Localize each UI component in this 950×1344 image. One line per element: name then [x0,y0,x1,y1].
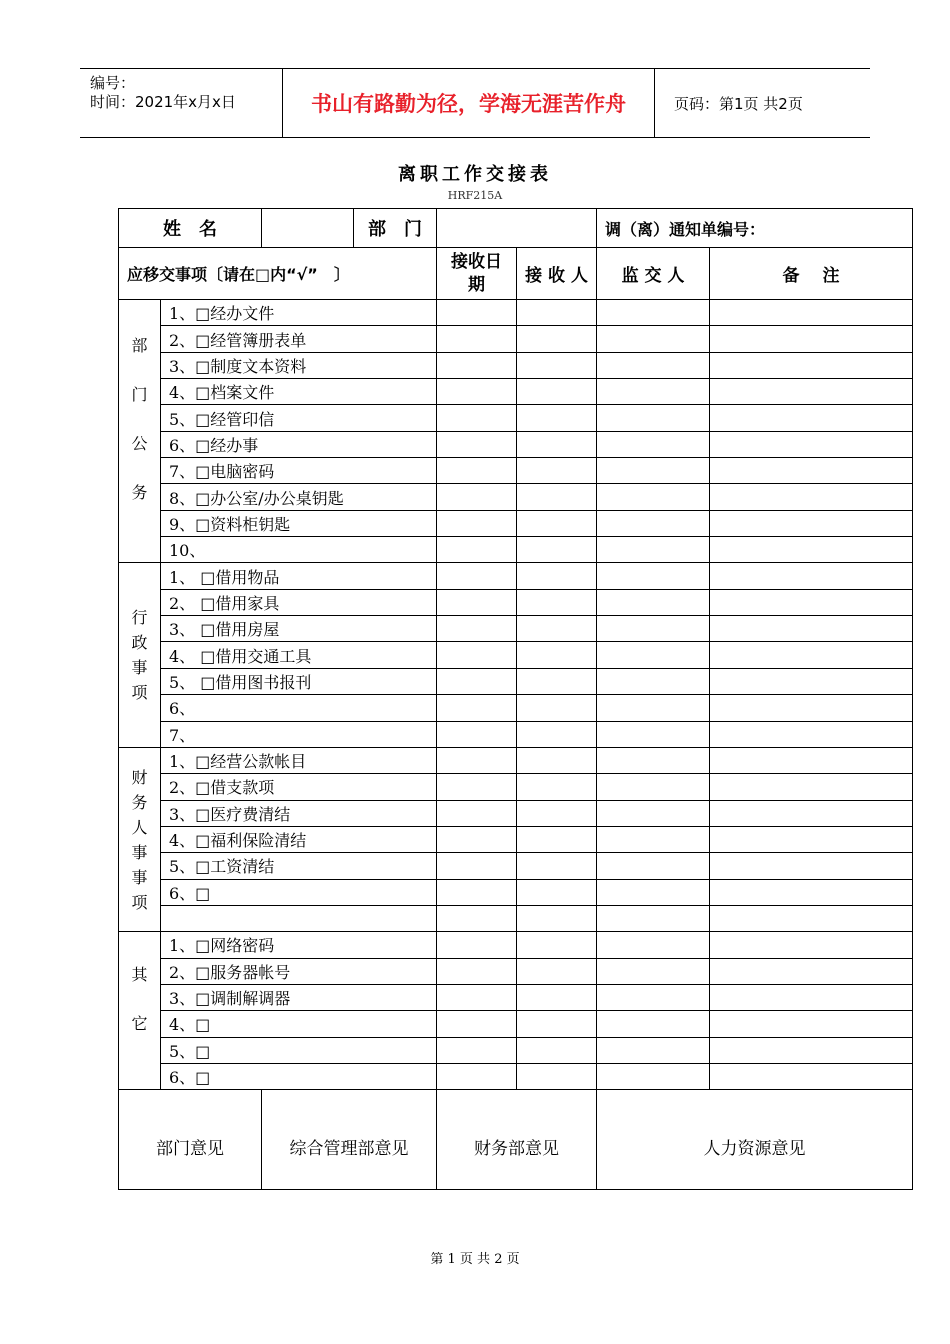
receiver-cell[interactable] [517,431,597,457]
col-date: 接收日期 [437,248,517,300]
date-cell[interactable] [437,537,517,563]
receiver-cell[interactable] [517,405,597,431]
remark-cell[interactable] [710,826,913,852]
supervisor-cell[interactable] [597,747,710,773]
receiver-cell[interactable] [517,300,597,326]
list-item[interactable]: 1、□经办文件 [161,300,437,326]
date-cell[interactable] [437,853,517,879]
table-row [119,642,913,668]
table-row [119,537,913,563]
list-item[interactable]: 1、 □借用物品 [161,563,437,589]
receiver-cell[interactable] [517,800,597,826]
remark-cell[interactable] [710,721,913,747]
page-label [664,69,870,137]
form-title: 离职工作交接表 [398,164,552,185]
receiver-cell[interactable] [517,826,597,852]
supervisor-cell[interactable] [597,300,710,326]
time-label: 时间：2021年x月x日 [90,93,236,111]
table-row [119,747,913,773]
table-row [119,431,913,457]
list-item[interactable]: 4、□档案文件 [161,379,437,405]
receiver-cell[interactable] [517,774,597,800]
receiver-cell[interactable] [517,958,597,984]
remark-cell[interactable] [710,458,913,484]
remark-cell[interactable] [710,853,913,879]
table-row [119,484,913,510]
remark-cell[interactable] [710,589,913,615]
list-item[interactable]: 4、□福利保险清结 [161,826,437,852]
table-row [119,668,913,694]
receiver-cell[interactable] [517,932,597,958]
receiver-cell[interactable] [517,695,597,721]
remark-cell[interactable] [710,300,913,326]
date-cell[interactable] [437,642,517,668]
remark-cell[interactable] [710,1011,913,1037]
document-header [80,68,870,138]
supervisor-cell[interactable] [597,642,710,668]
remark-cell[interactable] [710,379,913,405]
list-item[interactable]: 5、□工资清结 [161,853,437,879]
remark-cell[interactable] [710,747,913,773]
receiver-cell[interactable] [517,563,597,589]
category-char: 它 [131,1013,148,1033]
remark-cell[interactable] [710,1037,913,1063]
table-row [119,958,913,984]
category-char: 财 [131,767,148,787]
remark-cell[interactable] [710,800,913,826]
section-category [119,563,161,747]
list-item[interactable] [161,905,437,931]
receiver-cell[interactable] [517,984,597,1010]
table-row [119,984,913,1010]
opinion-row [119,1090,913,1190]
receiver-cell[interactable] [517,458,597,484]
category-char: 公 [131,434,148,454]
supervisor-cell[interactable] [597,879,710,905]
supervisor-cell[interactable] [597,1037,710,1063]
supervisor-cell[interactable] [597,1011,710,1037]
supervisor-cell[interactable] [597,958,710,984]
table-row [119,879,913,905]
date-cell[interactable] [437,695,517,721]
list-item[interactable]: 4、 □借用交通工具 [161,642,437,668]
date-cell[interactable] [437,510,517,536]
supervisor-cell[interactable] [597,616,710,642]
list-item[interactable]: 9、□资料柜钥匙 [161,510,437,536]
date-cell[interactable] [437,379,517,405]
remark-cell[interactable] [710,958,913,984]
receiver-cell[interactable] [517,642,597,668]
remark-cell[interactable] [710,431,913,457]
section-category [119,747,161,931]
supervisor-cell[interactable] [597,352,710,378]
date-cell[interactable] [437,563,517,589]
receiver-cell[interactable] [517,510,597,536]
receiver-cell[interactable] [517,905,597,931]
supervisor-cell[interactable] [597,905,710,931]
supervisor-cell[interactable] [597,537,710,563]
col-remark: 备 注 [710,248,913,300]
info-row [119,209,913,248]
date-cell[interactable] [437,1063,517,1089]
supervisor-cell[interactable] [597,774,710,800]
list-item[interactable]: 6、□经办事 [161,431,437,457]
category-char: 事 [131,842,148,862]
category-char: 项 [131,683,148,703]
list-item[interactable]: 7、□电脑密码 [161,458,437,484]
remark-cell[interactable] [710,563,913,589]
name-field[interactable] [262,209,354,248]
list-item[interactable]: 5、□ [161,1037,437,1063]
receiver-cell[interactable] [517,747,597,773]
receiver-cell[interactable] [517,853,597,879]
receiver-cell[interactable] [517,589,597,615]
receiver-cell[interactable] [517,379,597,405]
table-row [119,616,913,642]
category-char: 务 [131,792,148,812]
date-cell[interactable] [437,431,517,457]
category-char: 事 [131,867,148,887]
category-char: 行 [131,608,148,628]
receiver-cell[interactable] [517,879,597,905]
category-char: 部 [131,336,148,356]
page-footer: 第 1 页 共 2 页 [430,1252,520,1267]
supervisor-cell[interactable] [597,800,710,826]
dept-label: 部 门 [354,209,437,248]
list-item[interactable]: 8、□办公室/办公桌钥匙 [161,484,437,510]
table-row [119,405,913,431]
date-cell[interactable] [437,458,517,484]
column-header-row [119,248,913,300]
receiver-cell[interactable] [517,326,597,352]
supervisor-cell[interactable] [597,589,710,615]
list-item[interactable]: 5、 □借用图书报刊 [161,668,437,694]
remark-cell[interactable] [710,642,913,668]
col-items: 应移交事项〔请在□内“√” 〕 [119,248,437,300]
section-category [119,932,161,1090]
remark-cell[interactable] [710,905,913,931]
table-row [119,379,913,405]
opinion-box[interactable]: 人力资源意见 [597,1090,913,1190]
supervisor-cell[interactable] [597,721,710,747]
remark-cell[interactable] [710,984,913,1010]
list-item[interactable]: 2、□经管簿册表单 [161,326,437,352]
list-item[interactable]: 3、□制度文本资料 [161,352,437,378]
number-label: 编号： [90,74,136,92]
table-row [119,1063,913,1089]
list-item[interactable]: 6、□ [161,1063,437,1089]
remark-cell[interactable] [710,879,913,905]
table-row [119,1037,913,1063]
date-cell[interactable] [437,826,517,852]
supervisor-cell[interactable] [597,932,710,958]
receiver-cell[interactable] [517,1037,597,1063]
supervisor-cell[interactable] [597,826,710,852]
receiver-cell[interactable] [517,1011,597,1037]
table-row [119,853,913,879]
category-char: 事 [131,658,148,678]
date-cell[interactable] [437,1011,517,1037]
table-row [119,1011,913,1037]
form-code: HRF215A [447,189,503,202]
receiver-cell[interactable] [517,537,597,563]
remark-cell[interactable] [710,510,913,536]
table-row [119,932,913,958]
list-item[interactable]: 2、 □借用家具 [161,589,437,615]
date-cell[interactable] [437,352,517,378]
col-receiver: 接 收 人 [517,248,597,300]
list-item[interactable]: 3、□调制解调器 [161,984,437,1010]
date-cell[interactable] [437,774,517,800]
list-item[interactable]: 3、□医疗费清结 [161,800,437,826]
date-cell[interactable] [437,484,517,510]
remark-cell[interactable] [710,668,913,694]
category-char: 项 [131,892,148,912]
list-item[interactable]: 1、□经营公款帐目 [161,747,437,773]
name-label: 姓 名 [119,209,262,248]
table-row [119,774,913,800]
section-category [119,300,161,563]
category-char: 门 [131,385,148,405]
remark-cell[interactable] [710,695,913,721]
table-row [119,563,913,589]
receiver-cell[interactable] [517,484,597,510]
supervisor-cell[interactable] [597,458,710,484]
list-item[interactable]: 3、 □借用房屋 [161,616,437,642]
page-label-text: 页码：第1页 共2页 [674,94,803,113]
handover-form [118,208,913,1190]
table-row [119,352,913,378]
table-row [119,800,913,826]
receiver-cell[interactable] [517,1063,597,1089]
date-cell[interactable] [437,747,517,773]
receiver-cell[interactable] [517,616,597,642]
supervisor-cell[interactable] [597,984,710,1010]
supervisor-cell[interactable] [597,484,710,510]
remark-cell[interactable] [710,352,913,378]
supervisor-cell[interactable] [597,431,710,457]
supervisor-cell[interactable] [597,379,710,405]
remark-cell[interactable] [710,932,913,958]
opinion-box[interactable]: 财务部意见 [437,1090,597,1190]
list-item[interactable]: 6、□ [161,879,437,905]
date-cell[interactable] [437,879,517,905]
header-meta [80,69,283,137]
list-item[interactable]: 10、 [161,537,437,563]
date-cell[interactable] [437,326,517,352]
table-row [119,458,913,484]
table-row [119,905,913,931]
date-cell[interactable] [437,668,517,694]
opinion-box[interactable]: 部门意见 [119,1090,262,1190]
list-item[interactable]: 6、 [161,695,437,721]
table-row [119,326,913,352]
receiver-cell[interactable] [517,721,597,747]
date-cell[interactable] [437,984,517,1010]
remark-cell[interactable] [710,537,913,563]
date-cell[interactable] [437,958,517,984]
opinion-box[interactable]: 综合管理部意见 [262,1090,437,1190]
date-cell[interactable] [437,932,517,958]
list-item[interactable]: 2、□服务器帐号 [161,958,437,984]
list-item[interactable]: 2、□借支款项 [161,774,437,800]
supervisor-cell[interactable] [597,510,710,536]
list-item[interactable]: 1、□网络密码 [161,932,437,958]
date-cell[interactable] [437,905,517,931]
table-row [119,695,913,721]
category-char: 其 [131,964,148,984]
supervisor-cell[interactable] [597,1063,710,1089]
table-row [119,826,913,852]
date-cell[interactable] [437,800,517,826]
supervisor-cell[interactable] [597,563,710,589]
date-cell[interactable] [437,300,517,326]
list-item[interactable]: 5、□经管印信 [161,405,437,431]
supervisor-cell[interactable] [597,853,710,879]
table-row [119,510,913,536]
dept-field[interactable] [437,209,597,248]
category-char: 务 [131,483,148,503]
supervisor-cell[interactable] [597,326,710,352]
supervisor-cell[interactable] [597,405,710,431]
date-cell[interactable] [437,589,517,615]
remark-cell[interactable] [710,774,913,800]
table-row [119,721,913,747]
table-row [119,300,913,326]
remark-cell[interactable] [710,326,913,352]
supervisor-cell[interactable] [597,695,710,721]
date-cell[interactable] [437,405,517,431]
receiver-cell[interactable] [517,352,597,378]
list-item[interactable]: 4、□ [161,1011,437,1037]
list-item[interactable]: 7、 [161,721,437,747]
date-cell[interactable] [437,1037,517,1063]
remark-cell[interactable] [710,616,913,642]
remark-cell[interactable] [710,405,913,431]
supervisor-cell[interactable] [597,668,710,694]
motto-text: 书山有路勤为径，学海无涯苦作舟 [283,69,655,137]
category-char: 人 [131,817,148,837]
date-cell[interactable] [437,721,517,747]
date-cell[interactable] [437,616,517,642]
receiver-cell[interactable] [517,668,597,694]
category-char: 政 [131,633,148,653]
remark-cell[interactable] [710,484,913,510]
col-supervisor: 监 交 人 [597,248,710,300]
table-row [119,589,913,615]
notice-label[interactable]: 调（离）通知单编号： [597,209,913,248]
remark-cell[interactable] [710,1063,913,1089]
